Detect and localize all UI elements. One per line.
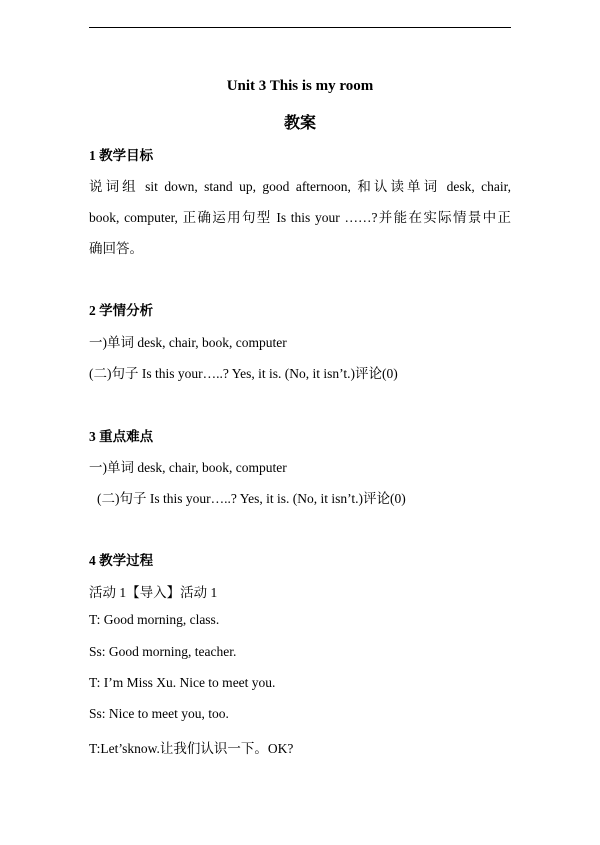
process-line-3: Ss: Good morning, teacher. xyxy=(89,644,237,659)
objectives-line-1: 说词组 sit down, stand up, good afternoon, 和认读单词 desk, chair, xyxy=(89,179,511,194)
objectives-line-3: 确回答。 xyxy=(89,241,143,256)
analysis-line-1: 一)单词 desk, chair, book, computer xyxy=(89,335,287,350)
section-heading-key-points: 3 重点难点 xyxy=(89,429,154,444)
process-line-6: T:Let’sknow.让我们认识一下。OK? xyxy=(89,741,294,756)
key-points-line-2: (二)句子 Is this your…..? Yes, it is. (No, it isn’t.)评论(0) xyxy=(97,491,406,506)
document-subtitle: 教案 xyxy=(283,115,316,132)
document-title: Unit 3 This is my room xyxy=(226,78,374,94)
analysis-line-2: (二)句子 Is this your…..? Yes, it is. (No, it isn’t.)评论(0) xyxy=(89,366,398,381)
process-line-5: Ss: Nice to meet you, too. xyxy=(89,706,229,721)
section-heading-process: 4 教学过程 xyxy=(89,553,154,568)
process-line-2: T: Good morning, class. xyxy=(89,612,220,627)
key-points-line-1: 一)单词 desk, chair, book, computer xyxy=(89,460,287,475)
header-rule xyxy=(89,27,511,28)
section-heading-analysis: 2 学情分析 xyxy=(89,303,154,318)
process-line-1: 活动 1【导入】活动 1 xyxy=(89,585,218,600)
section-heading-objectives: 1 教学目标 xyxy=(89,148,154,163)
process-line-4: T: I’m Miss Xu. Nice to meet you. xyxy=(89,675,276,690)
objectives-line-2: book, computer, 正确运用句型 Is this your ……?并能在实际情景中正 xyxy=(89,210,511,225)
